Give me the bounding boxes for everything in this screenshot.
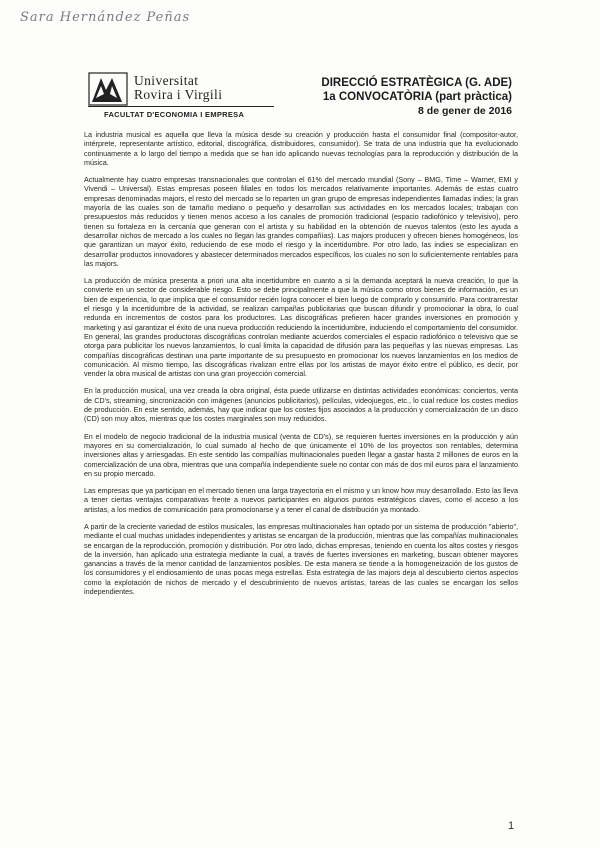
exam-date: 8 de gener de 2016 <box>418 105 512 117</box>
university-name-line1: Universitat <box>134 73 199 88</box>
paragraph: La industria musical es aquella que lleva la música desde su creación y producción hasta el consumidor final (compositor-autor, intérprete, representante artístico, editorial, discográfica, distribuidores, consumidor). Se trata de una industria que ha evolucionado continuamente a lo largo del tiempo a medida que se han ido aplicando nuevas tecnologías para la reproducción y distribución de la música. <box>84 130 518 167</box>
page-number: 1 <box>508 820 515 832</box>
paragraph: Actualmente hay cuatro empresas transnacionales que controlan el 61% del mercado mundial (Sony – BMG, Time – Warner, EMI y Vivendi – Universal). Estas empresas poseen filiales en todos los mercados relativamente importantes. Además de estas cuatro empresas denominadas majors, el resto del mercado se lo reparten un gran grupo de empresas independientes llamadas indies; la gran mayoría de las cuales son de tamaño mediano o pequeño y desarrollan sus actividades en los mercados locales; trabajan con presupuestos más reducidos y tienen menos acceso a los canales de promoción tradicional (espacio radiofónico y televisivo), pero tienen su fortaleza en la cercanía que generan con el artista y su habilidad en la obtención de nuevos talentos (esto les ayuda a desarrollar nichos de mercado a los cuales no llegan las grandes compañías). Las majors producen y ofrecen bienes homogéneos, los que garantizan un mayor éxito, reduciendo de ese modo el riesgo y la incertidumbre. Por otro lado, las indies se especializan en desarrollar productos innovadores y abastecer determinados mercados específicos, los cuales no son lo suficientemente rentables para las majors. <box>84 175 518 268</box>
paragraph: En el modelo de negocio tradicional de la industria musical (venta de CD's), se requieren fuertes inversiones en la producción y aún mayores en su comercialización, lo cual sumado al hecho de que únicamente el 10% de los proyectos son rentables, determina inversiones altas y arriesgadas. En este sentido las compañías multinacionales pueden llegar a gastar hasta 2 millones de euros en la comercialización de una obra, mientras que una compañía independiente suele no contar con más de dos mil euros para el lanzamiento en su propio mercado. <box>84 431 518 478</box>
faculty-name: FACULTAT D'ECONOMIA I EMPRESA <box>104 110 245 119</box>
exam-title: DIRECCIÓ ESTRATÈGICA (G. ADE) <box>321 77 512 89</box>
paragraph: Las empresas que ya participan en el mercado tienen una larga trayectoria en el mismo y un know how muy desarrollado. Esto las lleva a tener ciertas ventajas comparativas frente a nuevos participantes en algunos puntos estratégicos claves, como el acceso a los artistas, a los medios de comunicación para promocionarse y a tener el canal de distribución ya montado. <box>84 486 518 514</box>
handwritten-name: Sara Hernández Peñas <box>20 10 191 25</box>
paragraph: En la producción musical, una vez creada la obra original, ésta puede utilizarse en distintas actividades económicas: conciertos, venta de CD's, streaming, sincronización con imágenes (anuncios publicitarios), películas, videojuegos, etc., lo cual reduce los costes medios de producción. En este sentido, además, hay que indicar que los costes fijos asociados a la producción y comercialización de un disco (CD) son muy altos, mientras que los costes marginales son muy reducidos. <box>84 386 518 424</box>
document-body <box>84 130 518 604</box>
paragraph: La producción de música presenta a priori una alta incertidumbre en cuanto a si la demanda aceptará la nueva creación, lo que la convierte en un sector de considerable riesgo. Esto se debe principalmente a que la música como otros bienes de información, es un bien de experiencia, lo que implica que el consumidor recién logra conocer el bien luego de comprarlo y consumirlo. Para contrarrestar el riesgo y la incertidumbre de la actividad, se realizan campañas publicitarias que buscan difundir y promocionar la obra, lo cual redunda en incrementos de costos para los productores. Las discográficas prefieren hacer grandes inversiones en promoción y marketing y así garantizar el éxito de una nueva producción reduciendo la incertidumbre, induciendo el comportamiento del consumidor. En general, las grandes productoras discográficas controlan mediante acuerdos comerciales el espacio radiofónico o televisivo que se otorga para publicitar los nuevos lanzamientos, lo cual limita la capacidad de difusión para las pequeñas y las nuevas empresas. Las compañías discográficas destinan una parte importante de su presupuesto en promocionar los nuevos lanzamientos en los medios de comunicación. Al mismo tiempo, las discográficas rivalizan entre ellas por los artistas de mayor éxito entre el público, es decir, por vender la obra musical de artistas con una gran proyección comercial. <box>84 276 518 379</box>
paragraph: A partir de la creciente variedad de estilos musicales, las empresas multinacionales han optado por un sistema de producción "abierto", mediante el cual muchas unidades independientes y artistas se encargan de la producción, mientras que las compañías multinacionales se encargan de la reproducción, promoción y distribución. Por otro lado, dichas empresas, teniendo en cuenta los altos costes y riesgos de la inversión, han aplicado una estrategia mediante la cual, a través de fuertes inversiones en marketing, buscan obtener mayores ganancias a través de la menor cantidad de lanzamientos posibles. De esta manera se tiende a la homogeneización de los gustos de los consumidores y el endiosamiento de unas pocas mega estrellas. Esta estrategia de las majors deja al descubierto ciertos aspectos como la explotación de nichos de mercado y el descubrimiento de nuevos artistas, tareas de las cuales se encargan los sellos independientes. <box>84 521 518 597</box>
university-name <box>134 74 274 102</box>
exam-call: 1a CONVOCATÒRIA (part pràctica) <box>322 91 512 103</box>
exam-header <box>296 76 512 118</box>
header-divider <box>88 106 274 107</box>
university-name-line2: Rovira i Virgili <box>134 87 223 102</box>
university-logo-icon <box>88 72 128 106</box>
